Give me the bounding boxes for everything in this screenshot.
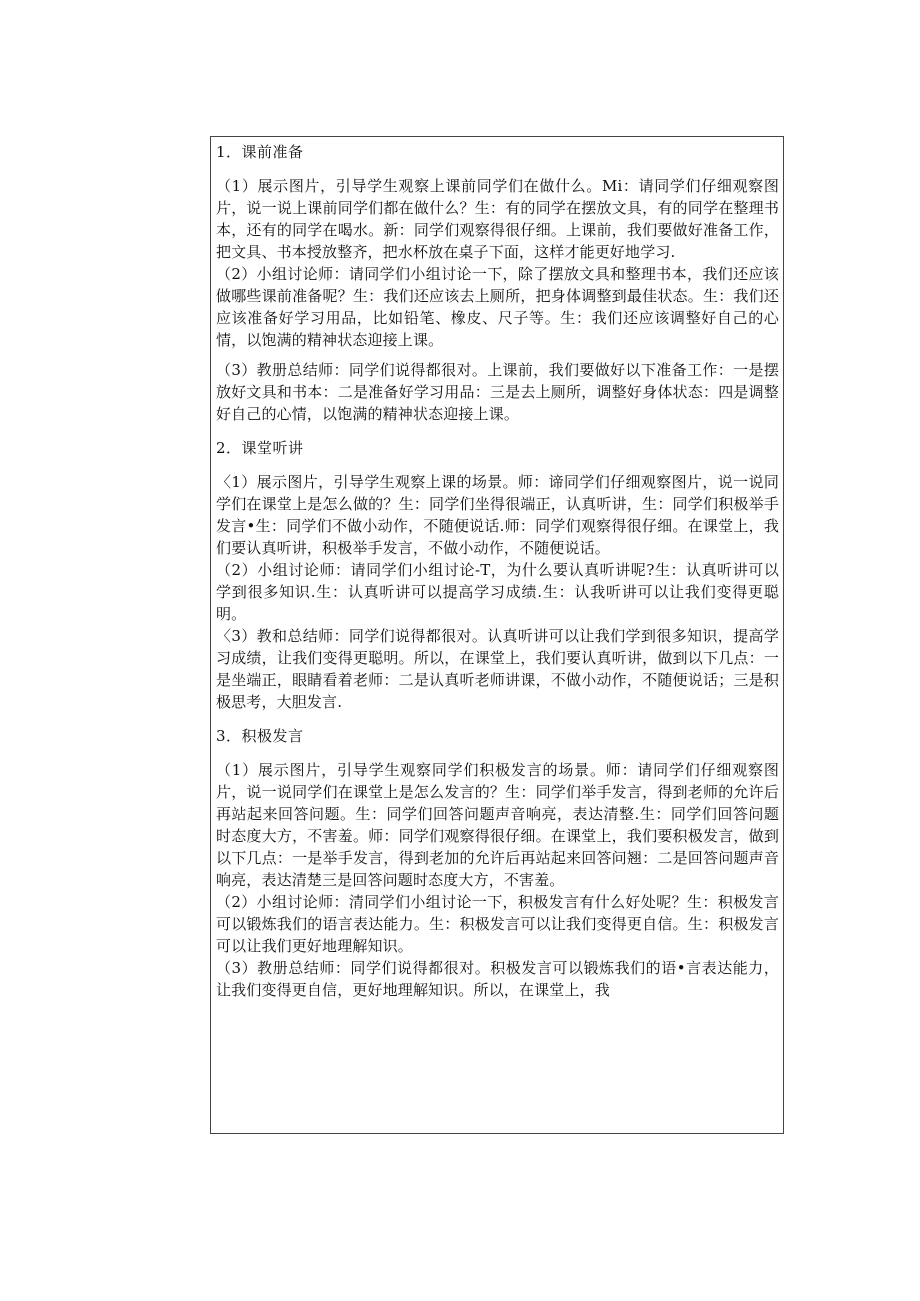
- section-heading: 1．课前准备: [216, 143, 304, 161]
- paragraph: 〈3）教和总结师：同学们说得都很对。认真听讲可以让我们学到很多知识，提高学习成绩，让我们变得更聪明。所以，在课堂上，我们要认真听讲，做到以下几点：一是坐端正，眼睛看着老师：二是认真听老师讲课，不做小动作，不随便说话；三是积极思考，大胆发言.: [216, 627, 779, 711]
- section-heading: 3．积极发言: [216, 727, 304, 745]
- section-heading: 2．课堂听讲: [216, 439, 304, 457]
- paragraph: （2）小组讨论师：清同学们小组讨论一下，积极发言有什么好处呢？生：积极发言可以锻炼我们的语言表达能力。生：积极发言可以让我们变得更自信。生：积极发言可以让我们更好地理解知识。: [216, 893, 779, 955]
- paragraph: 〈1）展示图片，引导学生观察上课的场景。师：谛同学们仔细观察图片，说一说同学们在课堂上是怎么做的？生：同学们坐得很端正，认真听讲，生：同学们积极举手发言•生：同学们不做小动作，不随便说话.师：同学们观察得很仔细。在课堂上，我们要认真听讲，积极举手发言，不做小动作，不随便说话。: [216, 473, 779, 557]
- paragraph: （2）小组讨论师：请同学们小组讨论-T，为什么要认真听讲呢?生：认真听讲可以学到很多知识.生：认真听讲可以提高学习成绩.生：认我听讲可以让我们变得更聪明。: [216, 561, 779, 623]
- paragraph: （1）展示图片，引导学生观察同学们积极发言的场景。师：请同学们仔细观察图片，说一说同学们在课堂上是怎么发言的？生：同学们举手发言，得到老师的允许后再站起来回答问题。生：同学们回答问题声音响亮，表达清整.生：同学们回答问题时态度大方，不害羞。师：同学们观察得很仔细。在课堂上，我们要积极发言，做到以下几点：一是举手发言，得到老加的允许后再站起来回答问翘：二是回答问题声音响亮，表达清楚三是回答问题时态度大方，不害羞。: [216, 761, 779, 889]
- paragraph: （3）教册总结师：同学们说得都很对。积极发言可以锻炼我们的语•言表达能力，让我们变得更自信，更好地理解知识。所以，在课堂上，我: [216, 959, 779, 999]
- document-table-cell: [210, 136, 784, 1134]
- paragraph: （2）小组讨论师：请同学们小组讨论一下，除了摆放文具和整理书本，我们还应该做哪些课前准备呢？生：我们还应该去上厕所，把身体调整到最佳状态。生：我们还应该准备好学习用品，比如铅笔、橡皮、尺子等。生：我们还应该调整好自己的心情，以饱满的精神状态迎接上课。: [216, 265, 779, 349]
- paragraph: （3）教册总结师：同学们说得都很对。上课前，我们要做好以下准备工作：一是摆放好文具和书本：二是准备好学习用品：三是去上厕所，调整好身体状态：四是调整好自己的心情，以饱满的精神状态迎接上课。: [216, 361, 779, 423]
- paragraph: （1）展示图片，引导学生观察上课前同学们在做什么。Mi：请同学们仔细观察图片，说一说上课前同学们都在做什么？生：有的同学在摆放文具，有的同学在整理书本，还有的同学在喝水。新：同学们观察得很仔细。上课前，我们要做好准备工作，把文具、书本授放整齐，把水杯放在桌子下面，这样才能更好地学习.: [216, 177, 779, 261]
